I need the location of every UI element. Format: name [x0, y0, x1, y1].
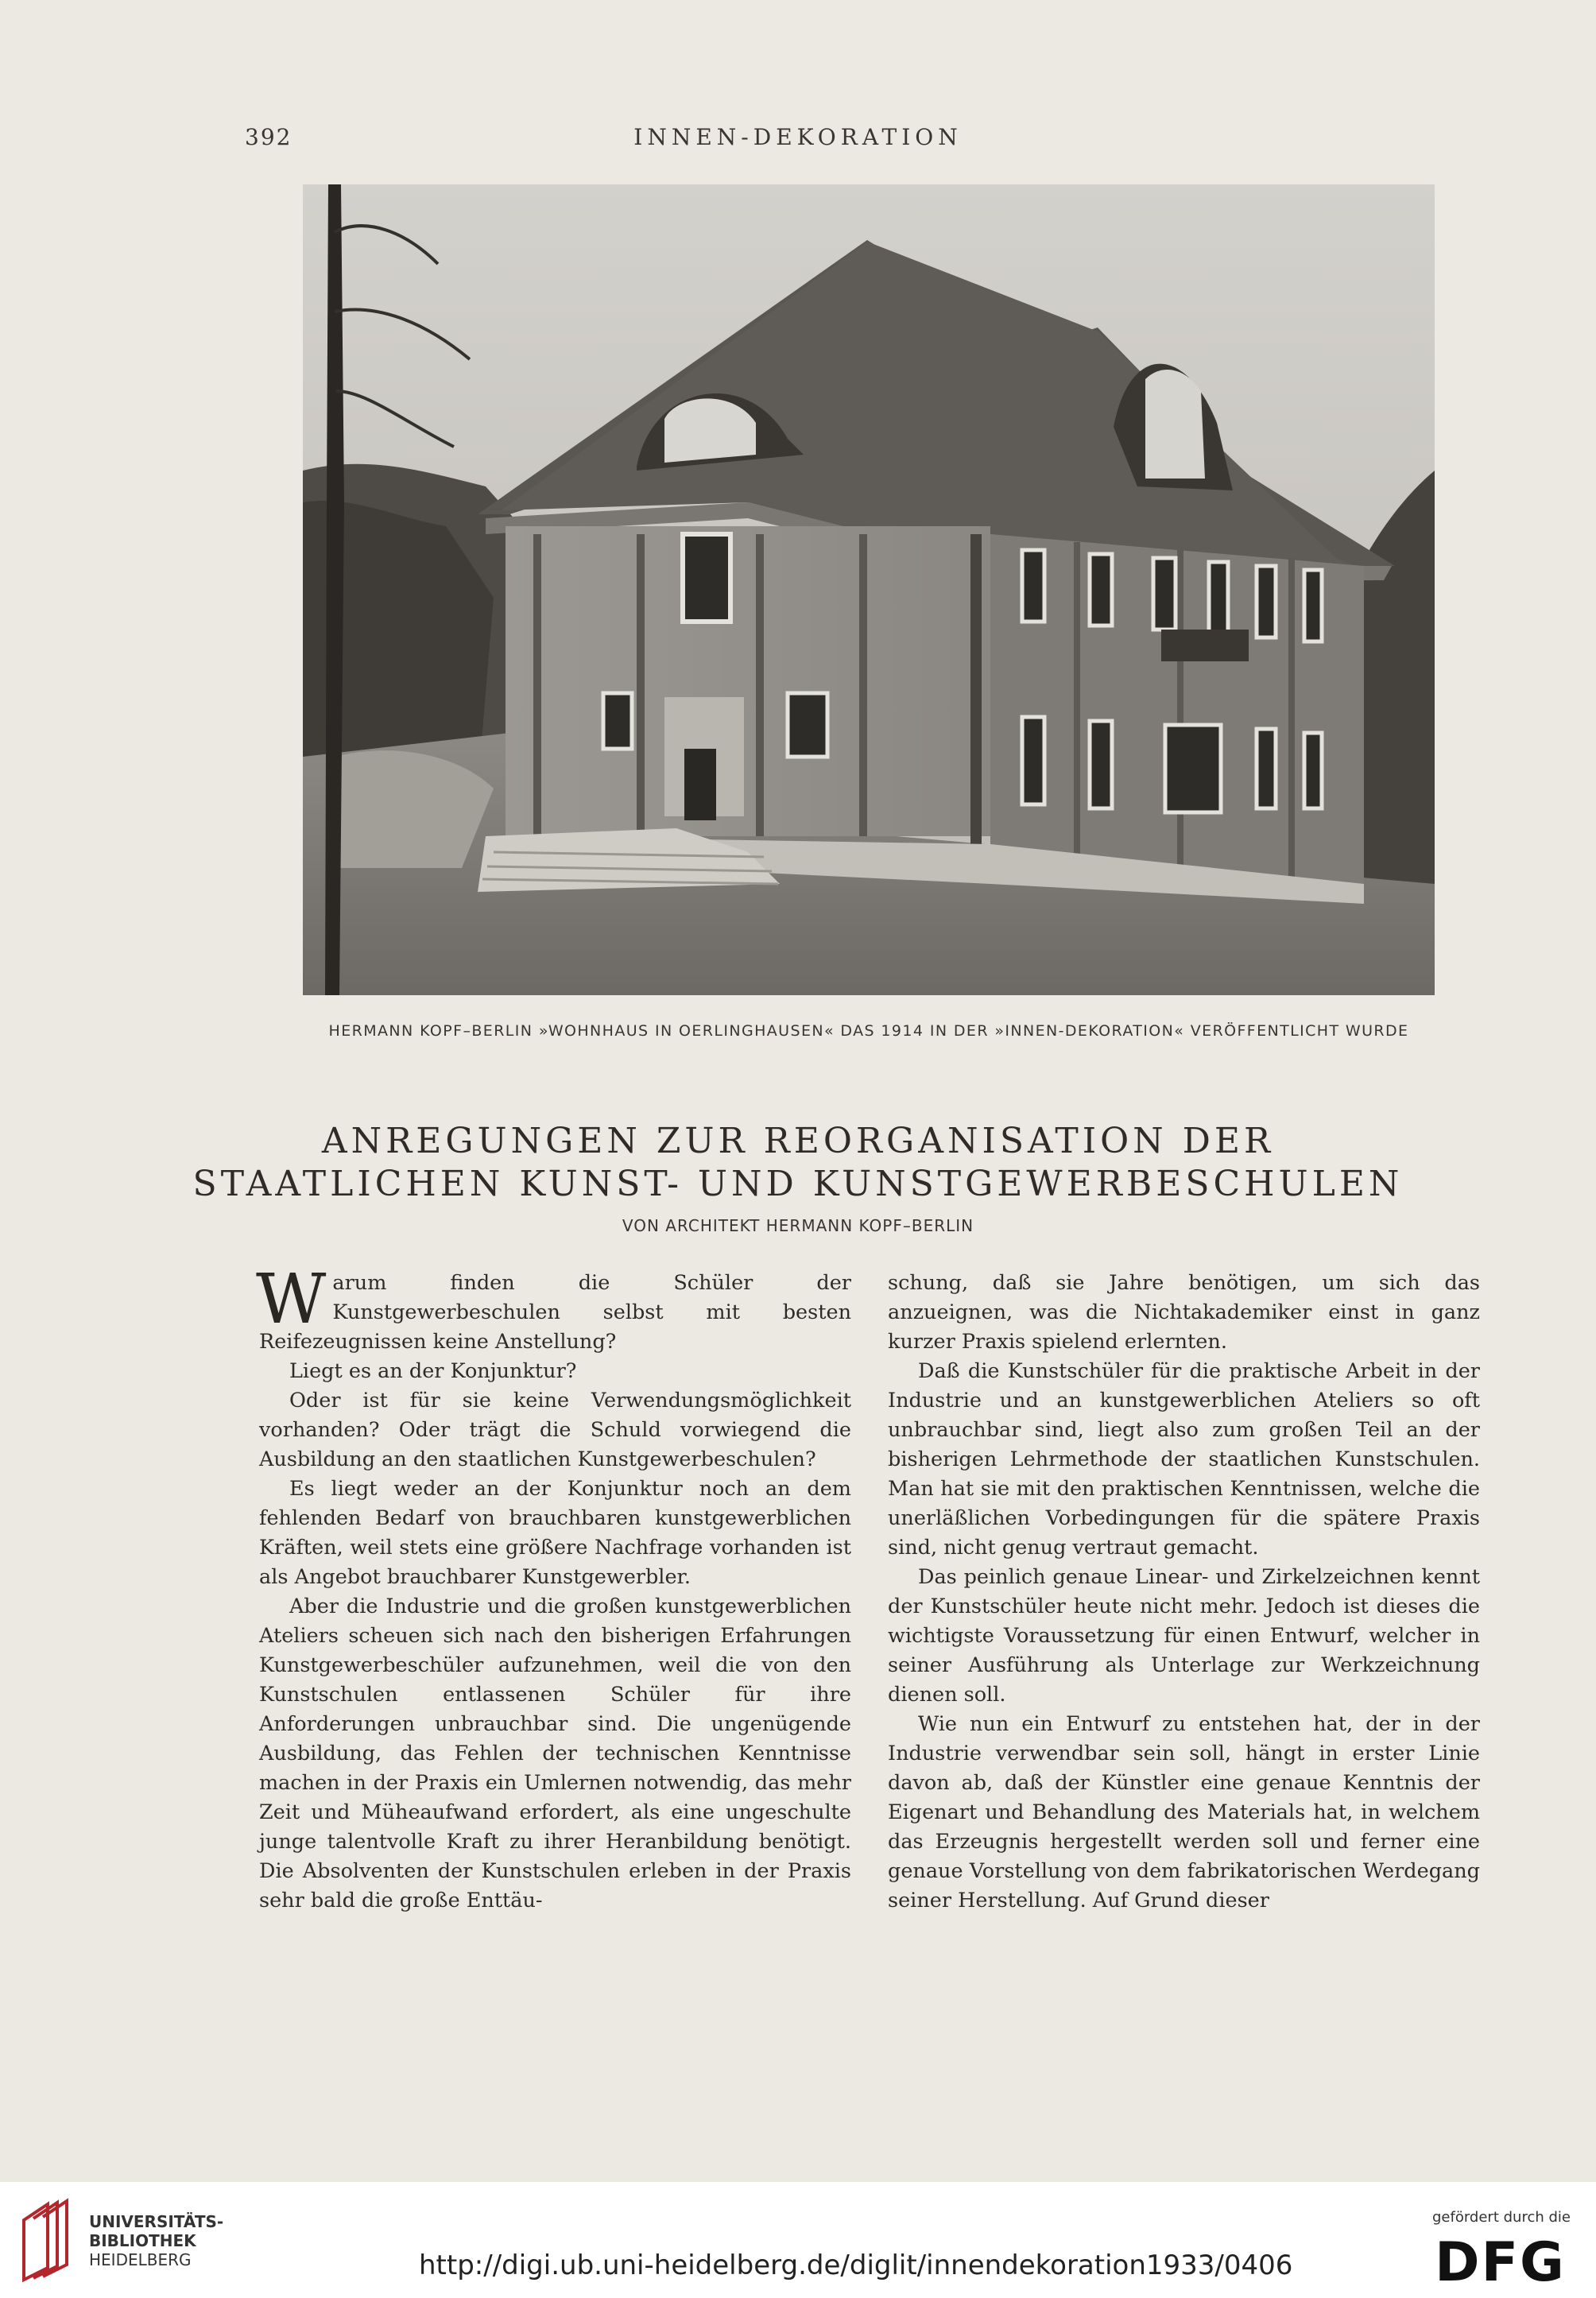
- funding-note: gefördert durch die: [1432, 2209, 1571, 2226]
- library-name-line: BIBLIOTHEK: [89, 2231, 196, 2250]
- running-title: INNEN-DEKORATION: [633, 124, 963, 150]
- paragraph-text: arum finden die Schüler der Kunstgewerbeschulen selbst mit besten Reifezeugnissen keine Anstellung?: [259, 1271, 851, 1354]
- paragraph: schung, daß sie Jahre benötigen, um sich das anzueignen, was die Nichtakademiker einst in ganz kurzer Praxis spielend erlernten.: [888, 1271, 1480, 1354]
- paragraph: Liegt es an der Konjunktur?: [289, 1359, 577, 1383]
- library-name: [89, 2212, 223, 2269]
- photo-caption: HERMANN KOPF–BERLIN »WOHNHAUS IN OERLINGHAUSEN« DAS 1914 IN DER »INNEN-DEKORATION« VERÖFFENTLICHT WURDE: [328, 1022, 1409, 1040]
- text-column-left: [256, 1260, 851, 1916]
- paragraph: Das peinlich genaue Linear- und Zirkelzeichnen kennt der Kunstschüler heute nicht mehr. Jedoch ist dieses die wichtigste Voraussetzung für einen Entwurf, welcher in seiner Ausführung als Unterlage zur Werkzeichnung dienen soll.: [888, 1565, 1480, 1707]
- house-image: [303, 184, 1435, 995]
- article-title-line-2: STAATLICHEN KUNST- UND KUNSTGEWERBESCHULEN: [192, 1164, 1404, 1204]
- paragraph: Wie nun ein Entwurf zu entstehen hat, der in der Industrie verwendbar sein soll, hängt in erster Linie davon ab, daß der Künstler eine genaue Kenntnis der Eigenart und Behandlung des Materials hat, in welchem das Erzeugnis hergestellt werden soll und ferner eine genaue Vorstellung von dem fabrikatorischen Werdegang seiner Herstellung. Auf Grund dieser: [888, 1712, 1480, 1912]
- article-byline: VON ARCHITEKT HERMANN KOPF–BERLIN: [622, 1216, 974, 1235]
- text-column-right: [888, 1269, 1480, 1916]
- digitization-footer: [0, 2182, 1596, 2298]
- paragraph: [256, 1260, 851, 1357]
- library-name-line: HEIDELBERG: [89, 2250, 192, 2269]
- house-photograph: [303, 184, 1435, 995]
- paragraph: Daß die Kunstschüler für die praktische Arbeit in der Industrie und an kunstgewerblichen Ateliers so oft unbrauchbar sind, liegt also zum großen Teil an der bisherigen Lehrmethode der staatlichen Kunstschulen. Man hat sie mit den praktischen Kenntnissen, welche die unerläßlichen Vorbedingungen für die spätere Praxis sind, nicht genug vertraut gemacht.: [888, 1359, 1480, 1560]
- page-number: 392: [245, 124, 292, 150]
- paragraph: Aber die Industrie und die großen kunstgewerblichen Ateliers scheuen sich nach den bisherigen Erfahrungen Kunstgewerbeschüler aufzunehmen, weil die von den Kunstschulen entlassenen Schüler für ihre Anforderungen unbrauchbar sind. Die ungenügende Ausbildung, das Fehlen der technischen Kenntnisse machen in der Praxis ein Umlernen notwendig, das mehr Zeit und Müheaufwand erfordert, als eine ungeschulte junge talentvolle Kraft zu ihrer Heranbildung benötigt. Die Absolventen der Kunstschulen erleben in der Praxis sehr bald die große Enttäu-: [259, 1595, 851, 1912]
- dfg-logo: DFG: [1435, 2231, 1566, 2294]
- library-logo-icon: [16, 2196, 79, 2284]
- drop-cap: W: [256, 1260, 327, 1339]
- permalink-url[interactable]: http://digi.ub.uni-heidelberg.de/diglit/innendekoration1933/0406: [419, 2250, 1293, 2281]
- paragraph: Es liegt weder an der Konjunktur noch an dem fehlenden Bedarf von brauchbaren kunstgewerblichen Kräften, weil stets eine größere Nachfrage vorhanden ist als Angebot brauchbarer Kunstgewerbler.: [259, 1477, 851, 1589]
- article-title-line-1: ANREGUNGEN ZUR REORGANISATION DER: [321, 1121, 1275, 1161]
- library-name-line: UNIVERSITÄTS-: [89, 2212, 224, 2231]
- paragraph: Oder ist für sie keine Verwendungsmöglichkeit vorhanden? Oder trägt die Schuld vorwiegend die Ausbildung an den staatlichen Kunstgewerbeschulen?: [259, 1389, 851, 1471]
